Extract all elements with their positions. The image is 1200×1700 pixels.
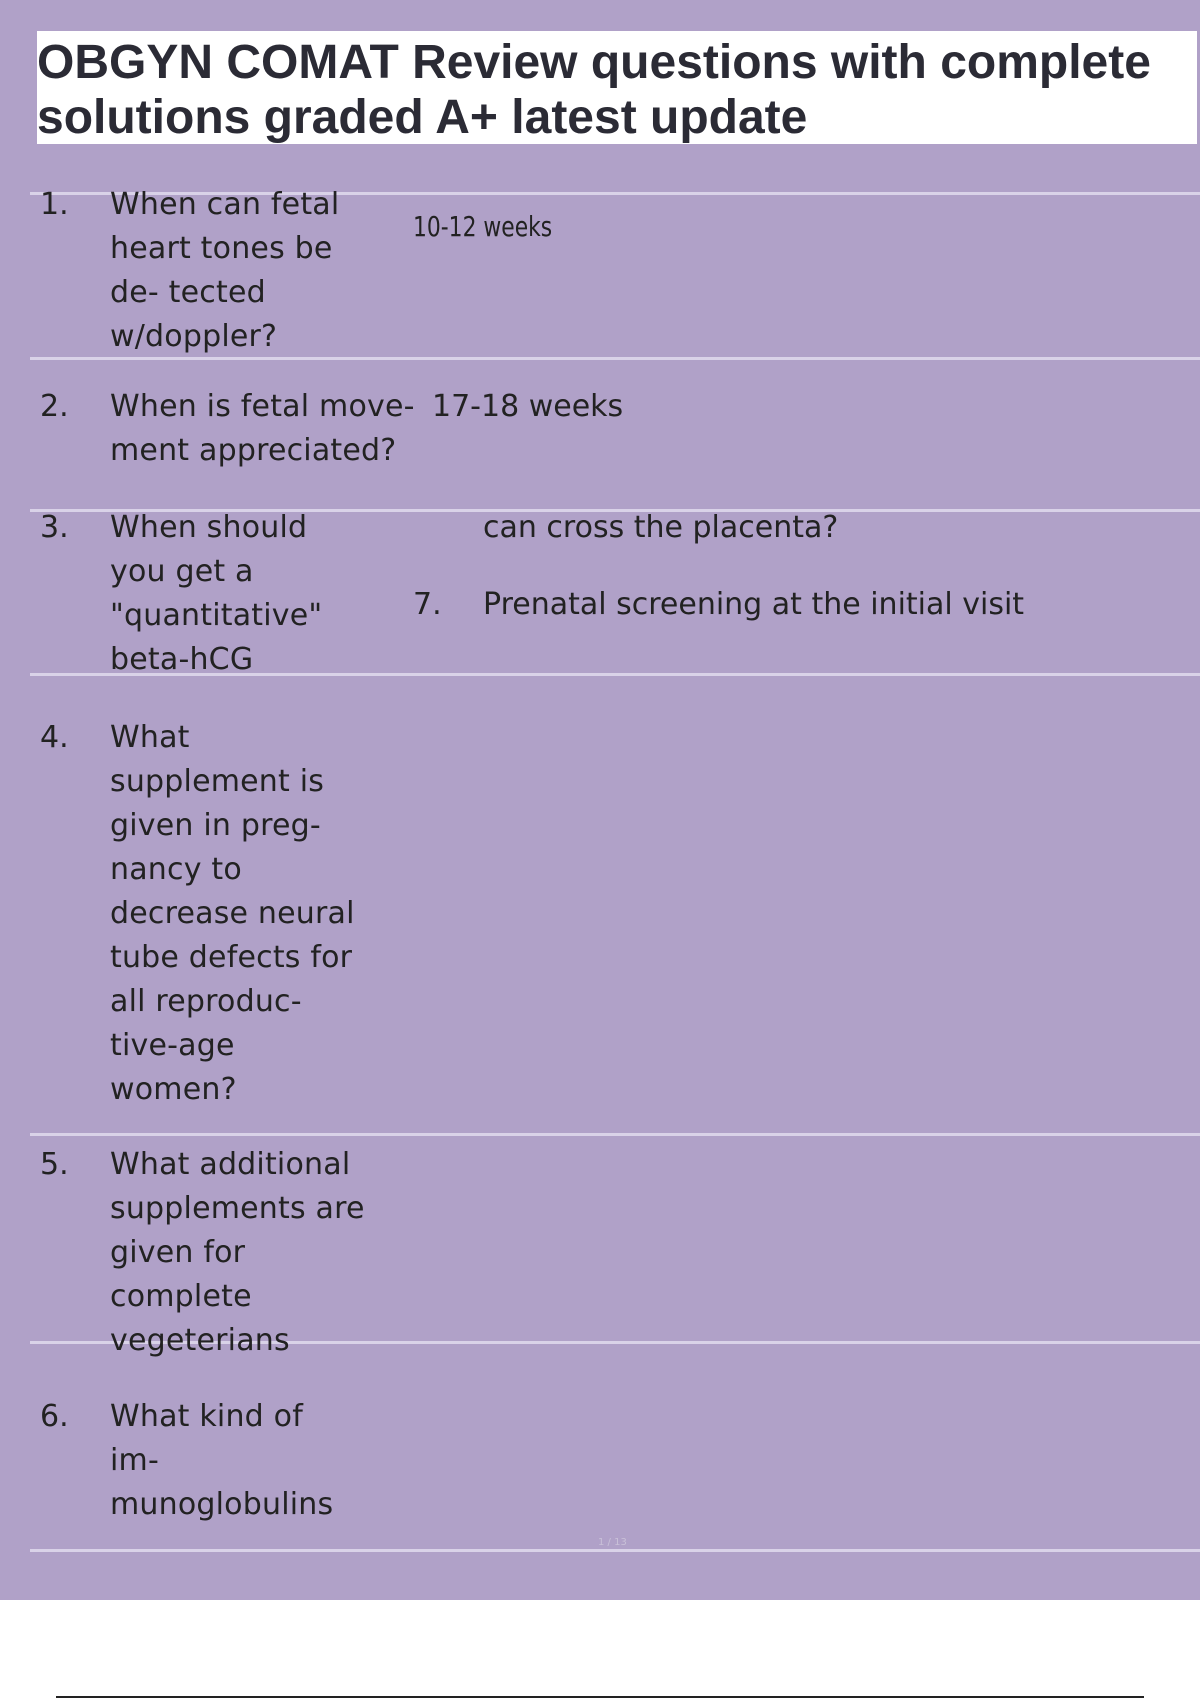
document-title: OBGYN COMAT Review questions with complete solutions graded A+ latest update (37, 36, 1151, 144)
page-marker: 1 / 13 (598, 1537, 627, 1548)
question-4-text (110, 716, 355, 1112)
overflow-continuation: can cross the placenta? (483, 510, 839, 545)
question-5-text (110, 1143, 365, 1363)
question-line: munoglobulins (110, 1487, 334, 1522)
question-number: 3. (40, 510, 69, 545)
question-line: beta-hCG (110, 642, 254, 677)
question-line: complete (110, 1279, 252, 1314)
question-line: When should (110, 510, 308, 545)
question-7-text: Prenatal screening at the initial visit (483, 587, 1025, 622)
bottom-rule (56, 1696, 1144, 1698)
answer-2: 17-18 weeks (432, 389, 624, 424)
question-line: "quantitative" (110, 598, 323, 633)
question-number: 1. (40, 187, 69, 222)
question-line: ment appreciated? (110, 433, 397, 468)
question-1-text (110, 183, 339, 359)
question-number: 2. (40, 389, 69, 424)
question-line: decrease neural (110, 896, 355, 931)
title-box (37, 31, 1197, 144)
row-divider (30, 1549, 1200, 1552)
question-line: When can fetal (110, 187, 340, 222)
question-line: given for (110, 1235, 246, 1270)
question-number: 5. (40, 1147, 69, 1182)
question-line: heart tones be (110, 231, 333, 266)
question-number: 6. (40, 1399, 69, 1434)
question-line: supplements are (110, 1191, 365, 1226)
question-line: tube defects for (110, 940, 353, 975)
question-line: women? (110, 1072, 237, 1107)
question-line: What (110, 720, 190, 755)
question-line: What additional (110, 1147, 351, 1182)
question-line: tive-age (110, 1028, 235, 1063)
row-divider (30, 1133, 1200, 1136)
question-line: w/doppler? (110, 319, 278, 354)
question-6-text (110, 1395, 333, 1527)
question-line: im- (110, 1443, 159, 1478)
question-3-text (110, 506, 322, 682)
question-line: What kind of (110, 1399, 303, 1434)
question-line: you get a (110, 554, 254, 589)
question-line: supplement is (110, 764, 325, 799)
question-line: vegeterians (110, 1323, 290, 1358)
question-number: 7. (413, 587, 442, 622)
question-line: all reproduc- (110, 984, 302, 1019)
answer-1: 10-12 weeks (413, 210, 553, 243)
question-line: nancy to (110, 852, 242, 887)
question-line: given in preg- (110, 808, 321, 843)
question-line: de- tected (110, 275, 266, 310)
question-number: 4. (40, 720, 69, 755)
question-2-text (110, 385, 415, 473)
question-line: When is fetal move- (110, 389, 415, 424)
